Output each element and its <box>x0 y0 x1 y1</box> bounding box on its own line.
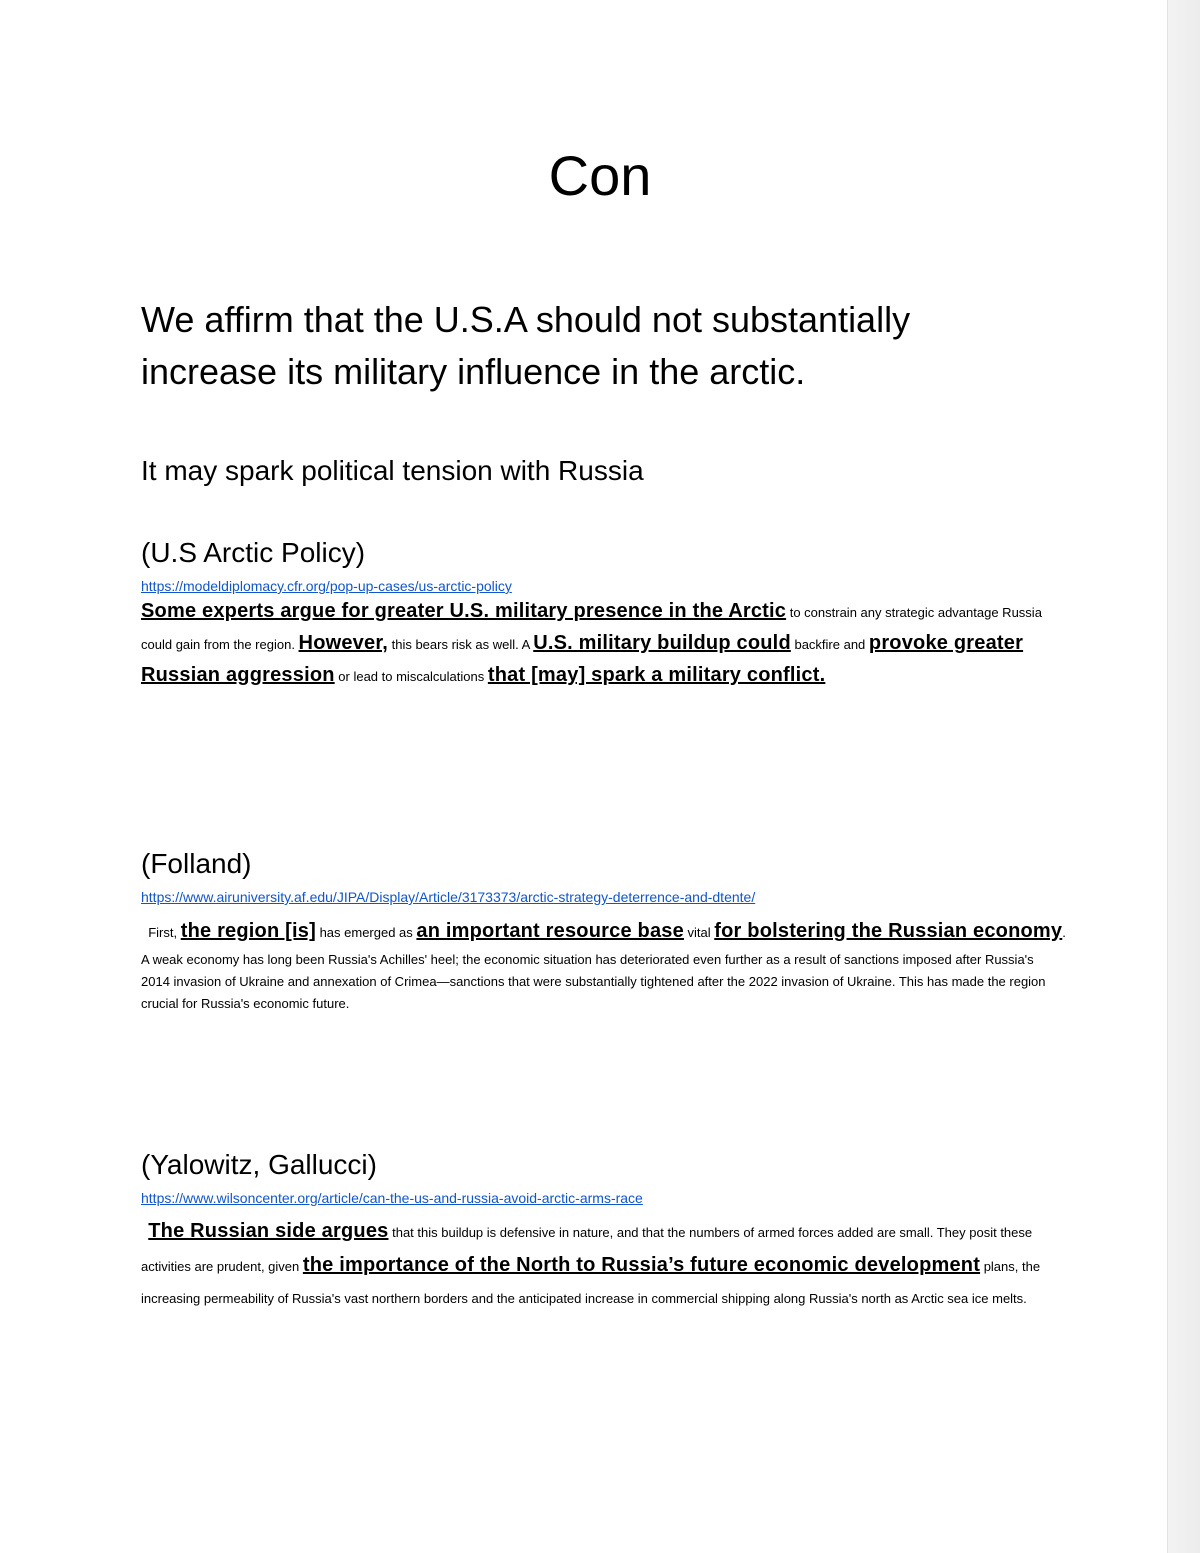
thesis-statement: We affirm that the U.S.A should not substantially increase its military influence in the arctic. <box>141 299 911 392</box>
card-segment: The Russian side argues <box>148 1220 389 1242</box>
evidence-card-yalowitz-gallucci <box>141 1215 1056 1315</box>
card-segment: an important resource base <box>416 920 684 942</box>
card-segment: the importance of the North to Russia’s future economic development <box>302 1254 981 1276</box>
card-segment: that [may] spark a military conflict. <box>487 664 826 686</box>
source-link-yalowitz-gallucci[interactable]: https://www.wilsoncenter.org/article/can-the-us-and-russia-avoid-arctic-arms-race <box>141 1190 643 1206</box>
card-segment: . A weak economy has long been Russia's Achilles' heel; the economic situation has deteriorated even further as a result of sanctions imposed after Russia's 2014 invasion of Ukraine and annexation of Crimea—sanctions that were substantially tightened after the 2022 invasion of Ukraine. This has made the region crucial for Russia's economic future. <box>141 925 1066 1011</box>
evidence-card-folland <box>141 913 1066 1015</box>
card-segment: Some experts argue for greater U.S. military presence in the Arctic <box>141 600 787 622</box>
viewer-scroll-gutter[interactable] <box>1167 0 1200 1553</box>
card-segment: vital <box>683 925 715 940</box>
card-segment: for bolstering the Russian economy <box>714 920 1063 942</box>
card-segment: this bears risk as well. A <box>387 637 534 652</box>
evidence-card-us-arctic-policy <box>141 596 1061 692</box>
card-segment: backfire and <box>790 637 869 652</box>
card-segment: the region [is] <box>180 920 316 942</box>
card-segment: However, <box>298 632 388 654</box>
contention-heading: It may spark political tension with Russia <box>141 455 644 486</box>
source-title-yalowitz-gallucci: (Yalowitz, Gallucci) <box>141 1149 377 1180</box>
card-segment: First, <box>141 925 181 940</box>
card-segment: that this buildup is defensive in nature, and that the numbers of armed forces added are small. They posit these activities are prudent, given <box>141 1225 1033 1274</box>
card-segment: provoke greater Russian aggression <box>141 632 1024 686</box>
source-title-folland: (Folland) <box>141 848 252 879</box>
page-title: Con <box>548 144 652 207</box>
card-segment: to constrain any strategic advantage Russia could gain from the region. <box>141 605 1042 652</box>
source-link-folland[interactable]: https://www.airuniversity.af.edu/JIPA/Display/Article/3173373/arctic-strategy-deterrence-and-dtente/ <box>141 889 756 905</box>
source-title-us-arctic-policy: (U.S Arctic Policy) <box>141 537 366 568</box>
source-link-us-arctic-policy[interactable]: https://modeldiplomacy.cfr.org/pop-up-cases/us-arctic-policy <box>141 578 512 594</box>
card-segment: has emerged as <box>315 925 417 940</box>
card-segment: plans, the increasing permeability of Russia's vast northern borders and the anticipated increase in commercial shipping along Russia's north as Arctic sea ice melts. <box>141 1259 1041 1306</box>
card-segment: or lead to miscalculations <box>334 669 488 684</box>
card-segment: U.S. military buildup could <box>533 632 791 654</box>
